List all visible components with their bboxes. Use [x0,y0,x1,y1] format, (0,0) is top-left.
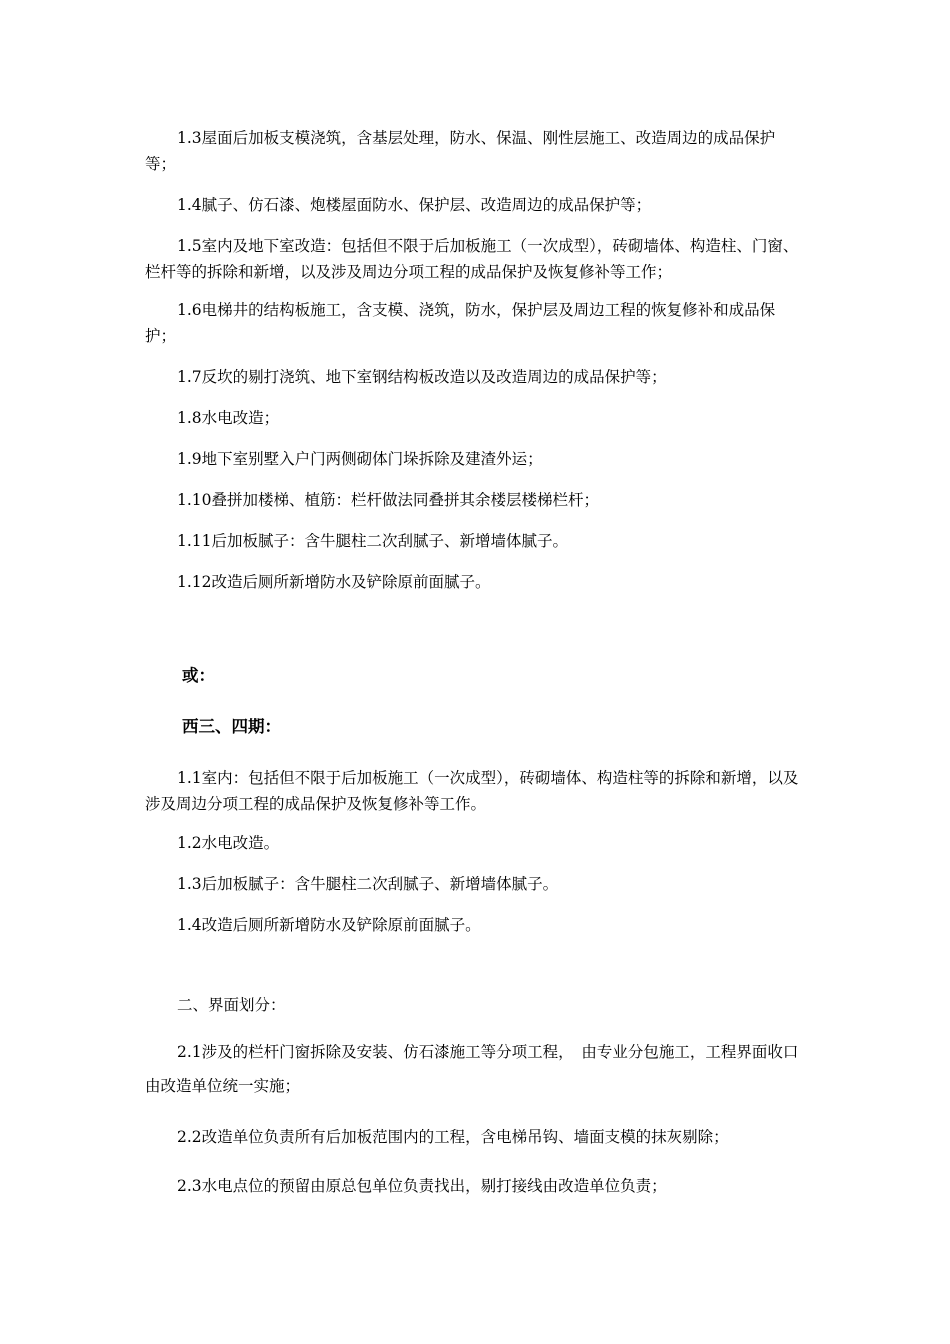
interface-item-2-1: 2.1涉及的栏杆门窗拆除及安装、仿石漆施工等分项工程， 由专业分包施工，工程界面收口由改造单位统一实施； [145,1043,799,1095]
item-1-3: 1.3屋面后加板支模浇筑，含基层处理，防水、保温、刚性层施工、改造周边的成品保护等； [145,129,776,173]
item-1-4: 1.4腻子、仿石漆、炮楼屋面防水、保护层、改造周边的成品保护等； [177,196,652,214]
item-1-10: 1.10叠拼加楼梯、植筋：栏杆做法同叠拼其余楼层楼梯栏杆； [177,491,600,509]
interface-title: 二、界面划分： [177,996,286,1014]
or-heading: 或： [182,666,215,685]
item-1-6: 1.6电梯井的结构板施工，含支模、浇筑，防水，保护层及周边工程的恢复修补和成品保护； [145,301,776,345]
phase-heading: 西三、四期： [182,717,281,736]
item-1-11: 1.11后加板腻子：含牛腿柱二次刮腻子、新增墙体腻子。 [177,532,569,550]
item-1-12: 1.12改造后厕所新增防水及铲除原前面腻子。 [177,573,491,591]
phase-item-1-3: 1.3后加板腻子：含牛腿柱二次刮腻子、新增墙体腻子。 [177,875,559,893]
item-1-8: 1.8水电改造； [177,409,280,427]
item-1-7: 1.7反坎的剔打浇筑、地下室钢结构板改造以及改造周边的成品保护等； [177,368,667,386]
interface-item-2-3: 2.3水电点位的预留由原总包单位负责找出，剔打接线由改造单位负责； [177,1177,667,1195]
item-1-9: 1.9地下室别墅入户门两侧砌体门垛拆除及建渣外运； [177,450,543,468]
interface-item-2-2: 2.2改造单位负责所有后加板范围内的工程，含电梯吊钩、墙面支模的抹灰剔除； [177,1128,729,1146]
item-1-5: 1.5室内及地下室改造：包括但不限于后加板施工（一次成型），砖砌墙体、构造柱、门窗、栏杆等的拆除和新增，以及涉及周边分项工程的成品保护及恢复修补等工作； [145,237,799,281]
phase-item-1-4: 1.4改造后厕所新增防水及铲除原前面腻子。 [177,916,481,934]
phase-item-1-2: 1.2水电改造。 [177,834,280,852]
phase-item-1-1: 1.1室内：包括但不限于后加板施工（一次成型），砖砌墙体、构造柱等的拆除和新增，以及涉及周边分项工程的成品保护及恢复修补等工作。 [145,769,799,813]
